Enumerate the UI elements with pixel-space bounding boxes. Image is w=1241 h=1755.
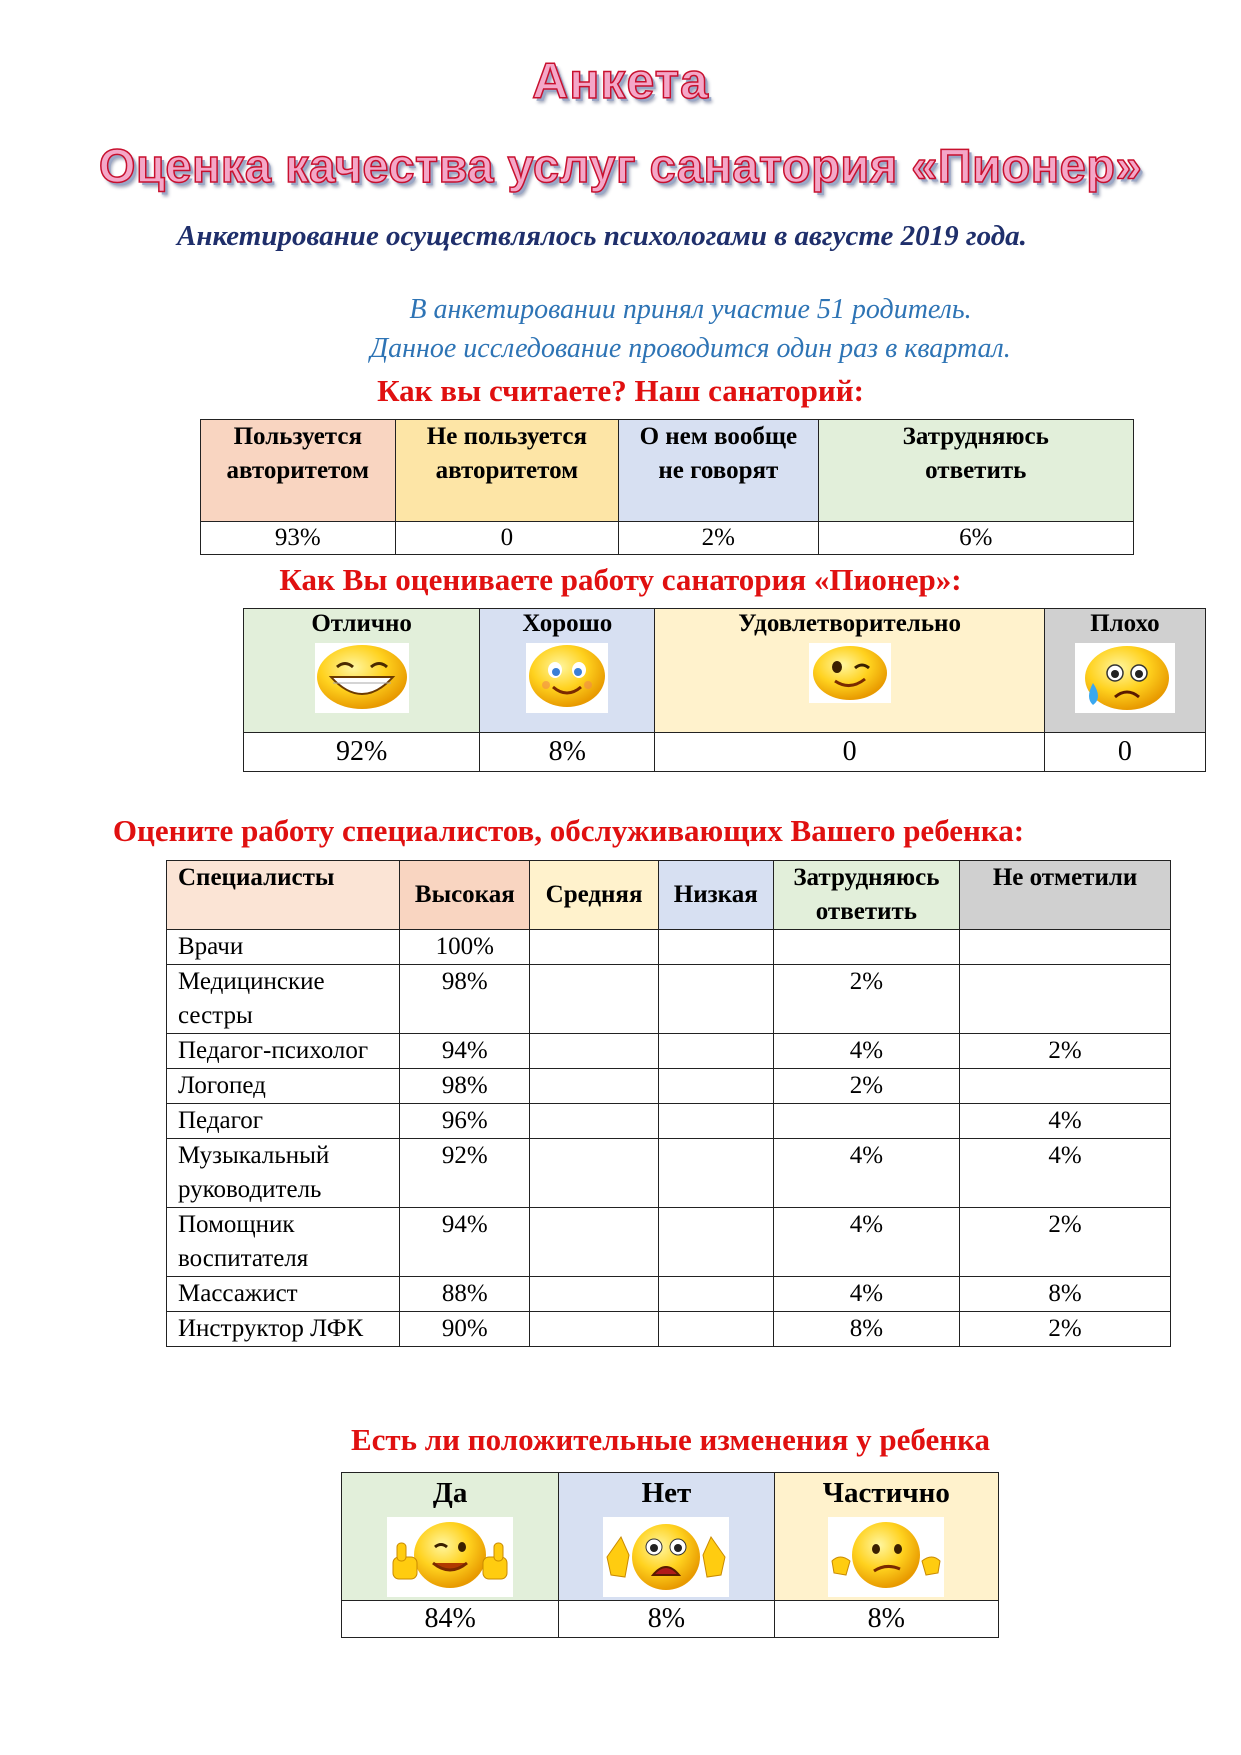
specialist-name: Музыкальный руководитель [167,1139,400,1208]
score-none: 2% [960,1312,1171,1347]
score-low [658,1069,773,1104]
section4-heading: Есть ли положительные изменения у ребенка [350,1422,991,1457]
changes-value-row [342,1601,999,1638]
score-none [960,1069,1171,1104]
score-unsure: 4% [773,1139,959,1208]
score-low [658,1104,773,1139]
specialists-table [166,860,1171,1347]
score-high: 90% [400,1312,530,1347]
score-none: 2% [960,1034,1171,1069]
score-unsure [773,1104,959,1139]
score-high: 98% [400,1069,530,1104]
page-title: Анкета [532,53,709,109]
table-row [167,1312,1171,1347]
rating-value-row [244,733,1206,772]
reputation-header-row [201,420,1134,522]
score-high: 100% [400,930,530,965]
rating-label: Плохо [1090,610,1160,637]
specialist-name: Помощник воспитателя [167,1208,400,1277]
table-row [167,1069,1171,1104]
rating-header-cell [655,609,1044,733]
score-low [658,965,773,1034]
rating-header-cell [480,609,655,733]
specialist-name: Педагог [167,1104,400,1139]
page-subtitle: Оценка качества услуг санатория «Пионер» [98,139,1143,192]
score-none: 8% [960,1277,1171,1312]
specialist-name: Медицинские сестры [167,965,400,1034]
section2-heading: Как Вы оцениваете работу санатория «Пионер»: [279,562,962,597]
score-mid [530,1312,659,1347]
rating-header-cell [244,609,480,733]
rating-label: Хорошо [522,610,613,637]
score-mid [530,1034,659,1069]
score-unsure: 2% [773,1069,959,1104]
table-row [167,1277,1171,1312]
changes-header-cell [559,1473,774,1601]
table-row [167,1104,1171,1139]
specialists-header-cell: Низкая [658,861,773,930]
changes-header-cell [342,1473,559,1601]
score-none [960,930,1171,965]
score-none: 2% [960,1208,1171,1277]
changes-value-cell: 84% [342,1601,559,1638]
specialists-header-cell: Не отметили [960,861,1171,930]
intro-line-2: В анкетировании принял участие 51 родитель. [409,294,972,325]
table-row [167,965,1171,1034]
thumbs-up-smiley-icon [387,1517,513,1597]
specialist-name: Педагог-психолог [167,1034,400,1069]
score-unsure: 2% [773,965,959,1034]
specialist-name: Инструктор ЛФК [167,1312,400,1347]
score-unsure [773,930,959,965]
specialist-name: Врачи [167,930,400,965]
score-unsure: 8% [773,1312,959,1347]
scared-smiley-icon [603,1517,729,1597]
score-mid [530,1069,659,1104]
changes-header-cell [774,1473,998,1601]
score-low [658,930,773,965]
specialist-name: Логопед [167,1069,400,1104]
specialist-name: Массажист [167,1277,400,1312]
score-high: 94% [400,1034,530,1069]
score-mid [530,965,659,1034]
section3-heading: Оцените работу специалистов, обслуживающих Вашего ребенка: [112,813,1025,848]
rating-header-row [244,609,1206,733]
laughing-smiley-icon [315,643,409,713]
score-low [658,1312,773,1347]
changes-value-cell: 8% [774,1601,998,1638]
table-row [167,1034,1171,1069]
rating-value-cell: 0 [655,733,1044,772]
reputation-value-cell: 0 [395,522,619,555]
smiling-smiley-icon [526,643,608,713]
score-unsure: 4% [773,1208,959,1277]
section1-heading: Как вы считаете? Наш санаторий: [377,373,864,408]
reputation-value-cell: 93% [201,522,396,555]
rating-label: Удовлетворительно [738,610,961,637]
specialists-header-cell: Средняя [530,861,659,930]
rating-value-cell: 92% [244,733,480,772]
changes-table [341,1472,999,1638]
score-high: 88% [400,1277,530,1312]
score-mid [530,1208,659,1277]
score-mid [530,1104,659,1139]
rating-value-cell: 0 [1044,733,1205,772]
specialists-header-row [167,861,1171,930]
changes-label: Нет [641,1477,692,1509]
score-none [960,965,1171,1034]
score-none: 4% [960,1104,1171,1139]
score-unsure: 4% [773,1277,959,1312]
rating-label: Отлично [311,610,412,637]
reputation-value-cell: 2% [619,522,818,555]
score-mid [530,1139,659,1208]
specialists-header-cell: Специалисты [167,861,400,930]
shrugging-smiley-icon [828,1517,944,1597]
intro-line-1: Анкетирование осуществлялось психологами в августе 2019 года. [177,220,1027,252]
changes-value-cell: 8% [559,1601,774,1638]
score-none: 4% [960,1139,1171,1208]
reputation-value-cell: 6% [818,522,1134,555]
score-high: 96% [400,1104,530,1139]
reputation-header-cell: Пользуется авторитетом [201,420,396,522]
reputation-header-cell: Не пользуется авторитетом [395,420,619,522]
score-low [658,1208,773,1277]
rating-value-cell: 8% [480,733,655,772]
rating-table [243,608,1206,772]
score-high: 94% [400,1208,530,1277]
changes-header-row [342,1473,999,1601]
intro-line-3: Данное исследование проводится один раз в квартал. [370,333,1011,364]
score-high: 92% [400,1139,530,1208]
table-row [167,930,1171,965]
table-row [167,1139,1171,1208]
score-mid [530,930,659,965]
table-row [167,1208,1171,1277]
changes-label: Да [432,1477,468,1509]
reputation-header-cell: О нем вообще не говорят [619,420,818,522]
winking-smiley-icon [809,643,891,703]
reputation-value-row [201,522,1134,555]
crying-smiley-icon [1075,643,1175,713]
score-high: 98% [400,965,530,1034]
reputation-table [200,419,1134,555]
score-low [658,1277,773,1312]
score-mid [530,1277,659,1312]
rating-header-cell [1044,609,1205,733]
score-low [658,1034,773,1069]
score-low [658,1139,773,1208]
changes-label: Частично [822,1477,950,1509]
specialists-header-cell: Затрудняюсь ответить [773,861,959,930]
reputation-header-cell: Затрудняюсь ответить [818,420,1134,522]
specialists-header-cell: Высокая [400,861,530,930]
score-unsure: 4% [773,1034,959,1069]
